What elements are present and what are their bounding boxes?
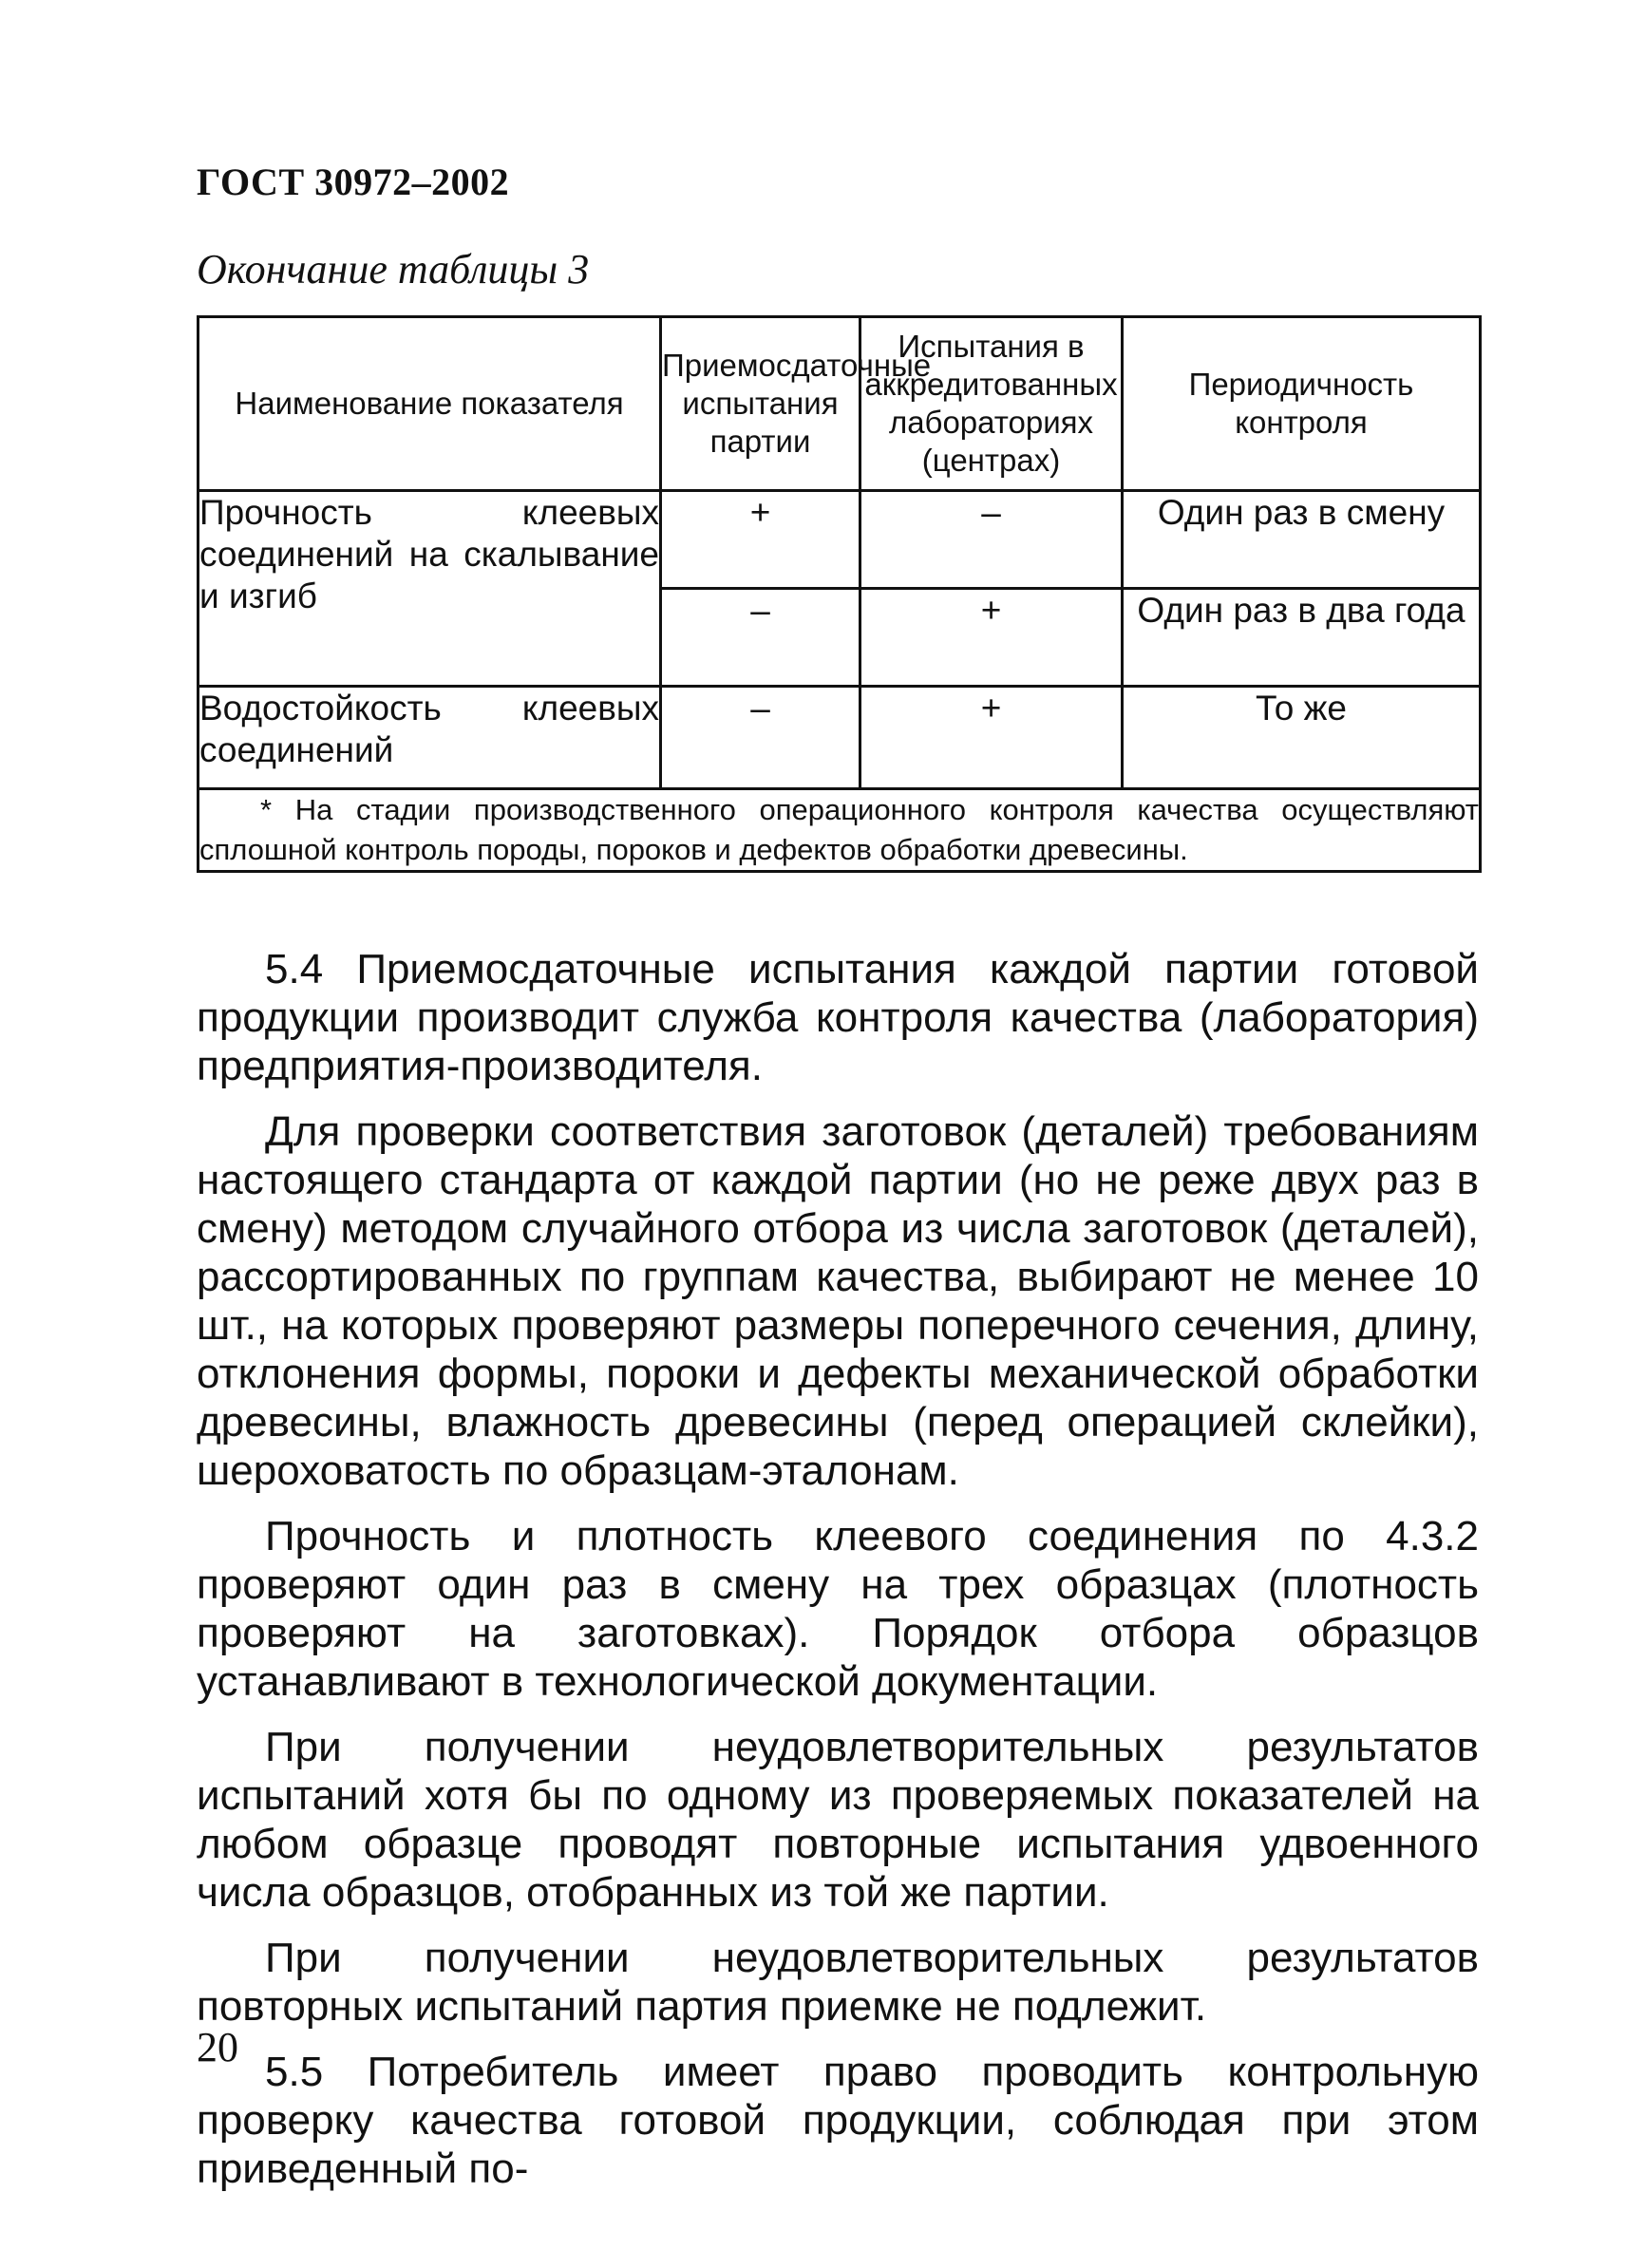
row-periodicity: То же (1123, 687, 1481, 789)
table-container (197, 315, 1479, 873)
paragraph-glue-strength: Прочность и плотность клеевого соединения по 4.3.2 проверяют один раз в смену на трех образцах (плотность проверяют на заготовках). Порядок отбора образцов устанавливают в технологической документации. (197, 1513, 1479, 1705)
table-footnote: * На стадии производственного операционного контроля качества осуществляют сплошной контроль породы, пороков и дефектов обработки древесины. (199, 789, 1481, 872)
table-caption: Окончание таблицы 3 (197, 246, 590, 293)
table-row (199, 491, 1481, 589)
header-acceptance-tests: Приемосдаточные испытания партии (661, 317, 860, 491)
header-indicator-name: Наименование показателя (199, 317, 661, 491)
paragraph-rejection: При получении неудовлетворительных результатов повторных испытаний партия приемке не подлежит. (197, 1935, 1479, 2030)
row-acceptance-mark: + (661, 491, 860, 589)
document-header: ГОСТ 30972–2002 (197, 161, 510, 203)
table-header-row (199, 317, 1481, 491)
paragraph-sampling: Для проверки соответствия заготовок (деталей) требованиям настоящего стандарта от каждой партии (но не реже двух раз в смену) методом случайного отбора из числа заготовок (деталей), рассортированных по группам качества, выбирают не менее 10 шт., на которых проверяют размеры поперечного сечения, длину, отклонения формы, пороки и дефекты механической обработки древесины, влажность древесины (перед операцией склейки), шероховатость по образцам-эталонам. (197, 1108, 1479, 1494)
paragraph-5-4: 5.4 Приемосдаточные испытания каждой партии готовой продукции производит служба контроля качества (лаборатория) предприятия-производителя. (197, 946, 1479, 1089)
quality-control-table (197, 315, 1482, 873)
paragraph-retest: При получении неудовлетворительных результатов испытаний хотя бы по одному из проверяемых показателей на любом образце проводят повторные испытания удвоенного числа образцов, отобранных из той же партии. (197, 1724, 1479, 1916)
table-row (199, 687, 1481, 789)
page-number: 20 (197, 2024, 238, 2070)
row-accredited-mark: + (860, 687, 1123, 789)
row-acceptance-mark: – (661, 687, 860, 789)
paragraph-5-5: 5.5 Потребитель имеет право проводить контрольную проверку качества готовой продукции, соблюдая при этом приведенный по- (197, 2049, 1479, 2192)
header-control-periodicity: Периодичность контроля (1123, 317, 1481, 491)
row-periodicity: Один раз в смену (1123, 491, 1481, 589)
row-accredited-mark: + (860, 589, 1123, 687)
row-indicator-name: Водостойкость клеевых соединений (199, 687, 661, 789)
row-indicator-name: Прочность клеевых соединений на скалывание и изгиб (199, 491, 661, 687)
row-accredited-mark: – (860, 491, 1123, 589)
header-accredited-tests: Испытания в аккредитованных лабораториях (центрах) (860, 317, 1123, 491)
row-periodicity: Один раз в два года (1123, 589, 1481, 687)
table-footnote-row (199, 789, 1481, 872)
body-text (197, 945, 1479, 2210)
row-acceptance-mark: – (661, 589, 860, 687)
